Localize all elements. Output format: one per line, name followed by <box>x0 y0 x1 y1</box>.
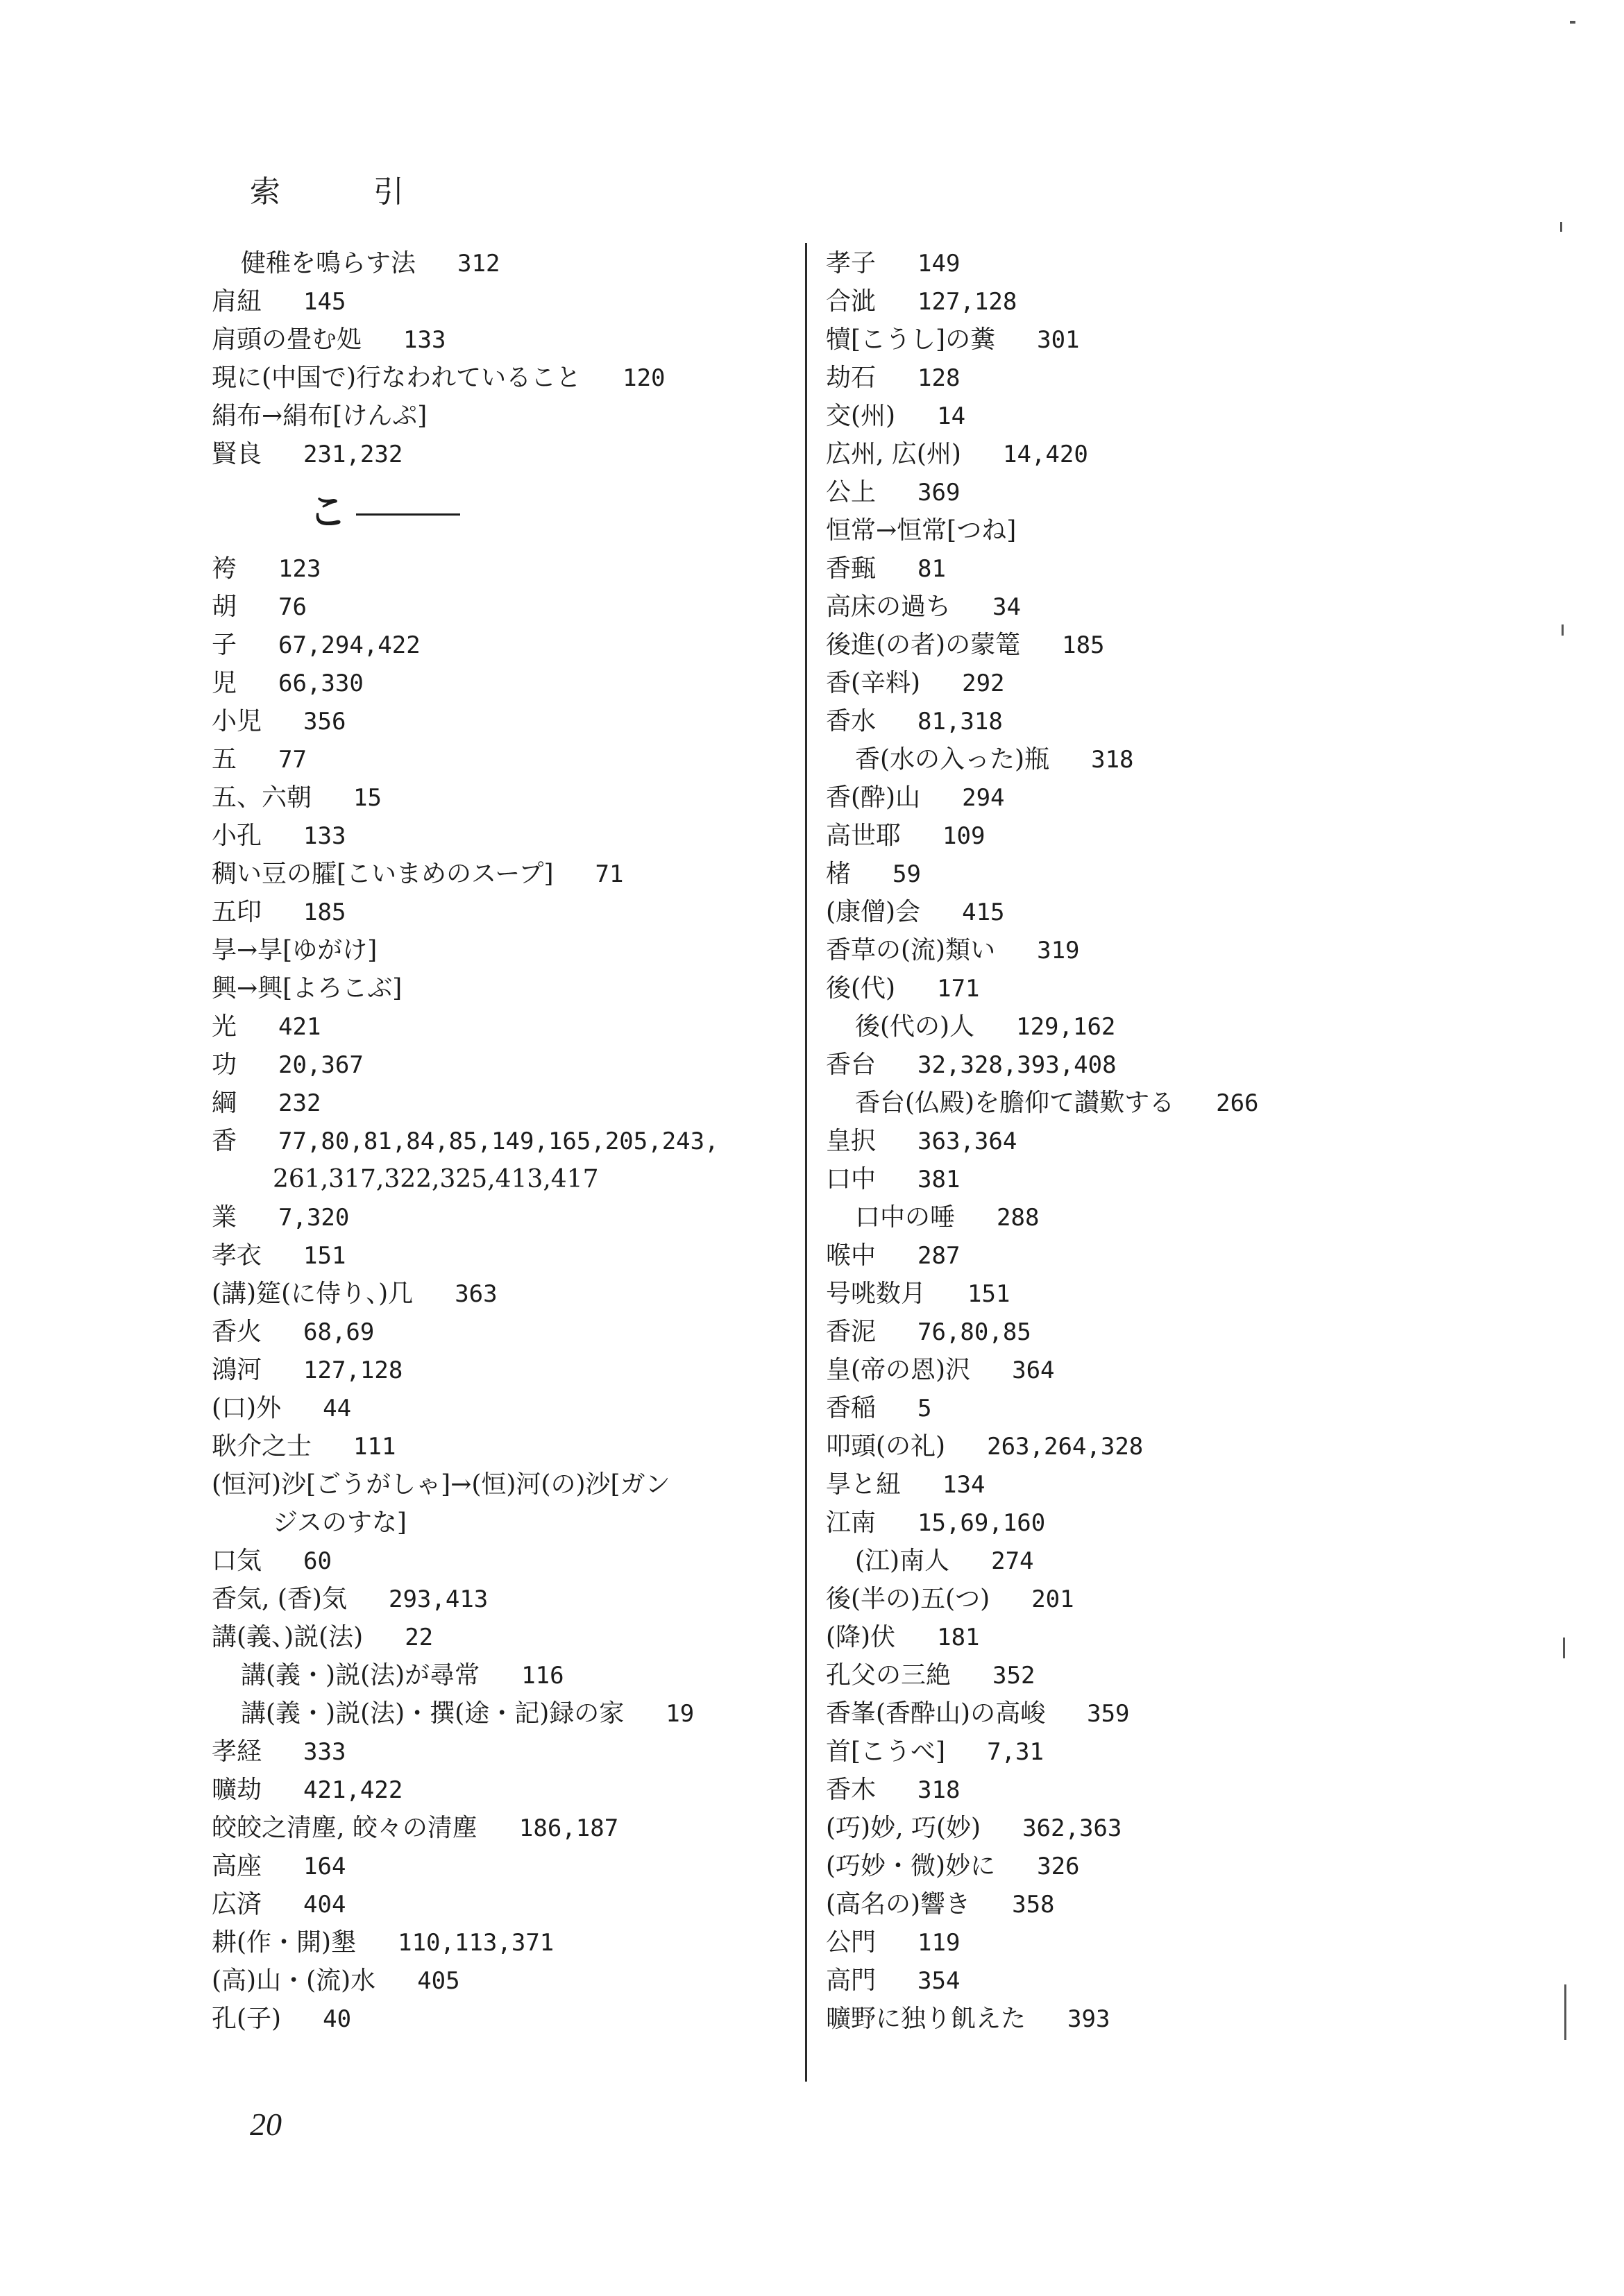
index-entry <box>212 1313 781 1351</box>
index-term: 綱 <box>212 1089 237 1117</box>
index-pages: 369 <box>917 479 961 507</box>
index-entry <box>826 397 1450 435</box>
index-entry <box>212 1885 781 1923</box>
index-pages: 5 <box>917 1395 932 1422</box>
index-entry <box>212 588 781 626</box>
index-entry <box>826 435 1450 473</box>
index-pages: 405 <box>417 1967 460 1995</box>
index-pages: 110,113,371 <box>398 1929 555 1957</box>
index-term: 香台 <box>826 1051 877 1079</box>
index-entry <box>826 1351 1450 1389</box>
index-term: 講(義、)説(法) <box>212 1623 364 1651</box>
index-term: 光 <box>212 1012 237 1041</box>
index-entry <box>212 1542 781 1580</box>
column-divider <box>805 243 807 2082</box>
index-entry <box>212 1198 781 1236</box>
index-pages: 186,187 <box>518 1814 619 1842</box>
index-pages: 393 <box>1067 2005 1110 2033</box>
index-pages: 421 <box>278 1013 321 1041</box>
index-term: 孔父の三絶 <box>826 1661 951 1690</box>
index-pages: 19 <box>666 1700 695 1728</box>
index-entry <box>212 779 781 817</box>
index-entry <box>826 702 1450 740</box>
index-pages: 127,128 <box>917 288 1017 316</box>
index-entry <box>826 817 1450 855</box>
index-pages: 20,367 <box>278 1051 364 1079</box>
index-pages: 127,128 <box>303 1357 403 1384</box>
index-pages: 109 <box>942 822 986 850</box>
index-entry <box>212 282 781 321</box>
index-entry <box>212 1160 781 1198</box>
index-pages: 362,363 <box>1022 1814 1122 1842</box>
index-entry <box>212 664 781 702</box>
index-term: 後(半の)五(つ) <box>826 1585 990 1613</box>
index-entry <box>826 1236 1450 1275</box>
index-term: 小孔 <box>212 822 262 850</box>
index-entry <box>826 1733 1450 1771</box>
index-pages: 421,422 <box>303 1776 403 1804</box>
index-pages: 151 <box>303 1242 346 1270</box>
index-entry <box>212 702 781 740</box>
index-entry <box>212 1236 781 1275</box>
index-pages: 333 <box>303 1738 346 1766</box>
index-term: 犢[こうし]の糞 <box>826 325 996 354</box>
index-pages: 14 <box>937 402 966 430</box>
index-pages: 68,69 <box>303 1318 375 1346</box>
index-term: 喉中 <box>826 1241 877 1270</box>
index-term: 香(酔)山 <box>826 783 921 812</box>
index-pages: 231,232 <box>303 441 403 468</box>
scan-mark <box>1560 222 1562 232</box>
index-term: 261,317,322,325,413,417 <box>273 1165 599 1193</box>
index-term: 後進(の者)の蒙篭 <box>826 631 1021 659</box>
index-term: 広済 <box>212 1890 262 1919</box>
index-pages: 7,31 <box>987 1738 1044 1766</box>
index-term: 孝衣 <box>212 1241 262 1270</box>
index-term: (康僧)会 <box>826 898 921 926</box>
index-pages: 76,80,85 <box>917 1318 1031 1346</box>
index-entry <box>212 1007 781 1046</box>
index-pages: 287 <box>917 1242 961 1270</box>
index-term: 香(水の入った)瓶 <box>855 745 1050 774</box>
index-entry <box>826 511 1450 550</box>
section-heading <box>212 473 781 550</box>
index-term: 高世耶 <box>826 822 902 850</box>
index-pages: 354 <box>917 1967 961 1995</box>
index-pages: 15 <box>353 784 382 812</box>
index-pages: 145 <box>303 288 346 316</box>
index-column-right <box>826 244 1450 2038</box>
index-term: 五印 <box>212 898 262 926</box>
index-entry <box>826 626 1450 664</box>
index-term: 肩頭の畳む処 <box>212 325 362 354</box>
index-entry <box>212 1389 781 1427</box>
scan-mark <box>1564 1984 1566 2040</box>
index-entry <box>826 1465 1450 1504</box>
index-entry <box>826 550 1450 588</box>
index-entry <box>826 1847 1450 1885</box>
index-entry <box>826 779 1450 817</box>
index-pages: 149 <box>917 250 961 278</box>
index-term: (巧)妙, 巧(妙) <box>826 1814 981 1842</box>
section-heading-rule <box>356 513 460 516</box>
index-term: 講(義・)説(法)・撰(途・記)録の家 <box>241 1699 625 1728</box>
index-pages: 356 <box>303 708 346 735</box>
index-term: 五、六朝 <box>212 783 312 812</box>
index-entry <box>212 550 781 588</box>
index-term: 香峯(香酔山)の高峻 <box>826 1699 1046 1728</box>
index-entry <box>826 1542 1450 1580</box>
index-entry <box>826 1046 1450 1084</box>
index-pages: 381 <box>917 1166 961 1193</box>
index-entry <box>826 244 1450 282</box>
index-term: (講)筵(に侍り、)几 <box>212 1279 414 1308</box>
index-entry <box>212 1580 781 1618</box>
index-entry <box>826 1618 1450 1656</box>
index-entry <box>212 1694 781 1733</box>
index-pages: 415 <box>962 899 1005 926</box>
index-term: 香木 <box>826 1776 877 1804</box>
index-pages: 77 <box>278 746 307 774</box>
index-term: 香火 <box>212 1318 262 1346</box>
index-pages: 364 <box>1012 1357 1055 1384</box>
index-entry <box>212 1771 781 1809</box>
index-term: (降)伏 <box>826 1623 896 1651</box>
index-entry <box>826 1885 1450 1923</box>
index-term: 鴻河 <box>212 1356 262 1384</box>
index-term: 後(代の)人 <box>855 1012 975 1041</box>
index-entry <box>212 1733 781 1771</box>
index-pages: 363 <box>455 1280 498 1308</box>
index-pages: 81,318 <box>917 708 1003 735</box>
index-entry <box>826 1504 1450 1542</box>
index-term: 現に(中国で)行なわれていること <box>212 364 582 392</box>
index-term: 香甀 <box>826 554 877 583</box>
index-pages: 59 <box>893 860 921 888</box>
index-pages: 288 <box>997 1204 1040 1232</box>
index-pages: 294 <box>962 784 1005 812</box>
index-entry <box>826 1084 1450 1122</box>
index-term: 高座 <box>212 1852 262 1880</box>
index-term: (口)外 <box>212 1394 282 1422</box>
index-pages: 67,294,422 <box>278 631 421 659</box>
index-term: 号咷数月 <box>826 1279 927 1308</box>
index-pages: 171 <box>937 975 980 1003</box>
index-pages: 319 <box>1037 937 1080 964</box>
index-term: 皇(帝の恩)沢 <box>826 1356 971 1384</box>
index-entry <box>826 1389 1450 1427</box>
index-pages: 358 <box>1012 1891 1055 1919</box>
index-entry <box>212 1809 781 1847</box>
index-term: 恒常→恒常[つね] <box>826 516 1017 545</box>
index-term: 絹布→絹布[けんぷ] <box>212 402 428 430</box>
index-term: 功 <box>212 1051 237 1079</box>
index-pages: 201 <box>1031 1585 1074 1613</box>
index-pages: 15,69,160 <box>917 1509 1046 1537</box>
index-term: 香稲 <box>826 1394 877 1422</box>
index-entry <box>826 1656 1450 1694</box>
index-term: (恒河)沙[ごうがしゃ]→(恒)河(の)沙[ガン <box>212 1470 670 1499</box>
index-term: 合泚 <box>826 287 877 316</box>
scan-mark <box>1563 1638 1565 1658</box>
index-pages: 14,420 <box>1002 441 1088 468</box>
index-term: 賢良 <box>212 440 262 468</box>
index-pages: 352 <box>992 1662 1035 1690</box>
index-entry <box>826 1275 1450 1313</box>
index-pages: 266 <box>1216 1089 1259 1117</box>
index-pages: 185 <box>1062 631 1105 659</box>
index-term: 香水 <box>826 707 877 735</box>
index-entry <box>212 1962 781 2000</box>
index-entry <box>212 1923 781 1962</box>
index-pages: 7,320 <box>278 1204 350 1232</box>
index-entry <box>212 893 781 931</box>
index-pages: 71 <box>595 860 624 888</box>
index-entry <box>212 1504 781 1542</box>
index-term: 公上 <box>826 478 877 507</box>
index-entry <box>826 664 1450 702</box>
index-column-left <box>212 244 781 2038</box>
index-term: 曠野に独り飢えた <box>826 2005 1026 2033</box>
index-pages: 116 <box>521 1662 564 1690</box>
index-term: 興→興[よろこぶ] <box>212 974 403 1003</box>
index-term: 曠劫 <box>212 1776 262 1804</box>
index-pages: 151 <box>967 1280 1010 1308</box>
index-term: 耕(作・開)墾 <box>212 1928 357 1957</box>
index-entry <box>826 2000 1450 2038</box>
index-term: 㫗→㫗[ゆがけ] <box>212 936 378 964</box>
index-pages: 34 <box>992 593 1021 621</box>
index-term: 講(義・)説(法)が尋常 <box>241 1661 480 1690</box>
index-term: 五 <box>212 745 237 774</box>
index-term: 胡 <box>212 593 237 621</box>
page-number: 20 <box>250 2107 282 2142</box>
index-pages: 133 <box>403 326 446 354</box>
index-entry <box>212 1847 781 1885</box>
index-term: 香草の(流)類い <box>826 936 996 964</box>
index-term: 皎皎之清塵, 皎々の清塵 <box>212 1814 477 1842</box>
index-entry <box>826 1809 1450 1847</box>
index-entry <box>212 969 781 1007</box>
index-pages: 326 <box>1037 1853 1080 1880</box>
index-entry <box>212 1351 781 1389</box>
index-term: 交(州) <box>826 402 896 430</box>
index-entry <box>826 855 1450 893</box>
index-term: (江)南人 <box>855 1547 950 1575</box>
index-pages: 22 <box>405 1624 434 1651</box>
index-pages: 81 <box>917 555 946 583</box>
index-pages: 318 <box>1091 746 1134 774</box>
index-pages: 133 <box>303 822 346 850</box>
index-term: 口中の唾 <box>855 1203 956 1232</box>
index-term: ジスのすな] <box>273 1508 407 1537</box>
index-entry <box>212 1427 781 1465</box>
index-pages: 181 <box>937 1624 980 1651</box>
index-term: 耿介之士 <box>212 1432 312 1461</box>
index-entry <box>826 1694 1450 1733</box>
index-pages: 404 <box>303 1891 346 1919</box>
index-entry <box>212 1656 781 1694</box>
index-term: 㫗と紐 <box>826 1470 902 1499</box>
index-pages: 76 <box>278 593 307 621</box>
index-term: 口中 <box>826 1165 877 1193</box>
index-pages: 77,80,81,84,85,149,165,205,243, <box>278 1128 719 1155</box>
index-pages: 301 <box>1037 326 1080 354</box>
index-term: 広州, 広(州) <box>826 440 961 468</box>
index-term: 口気 <box>212 1547 262 1575</box>
page-header: 索 引 <box>250 174 446 210</box>
index-pages: 232 <box>278 1089 321 1117</box>
index-entry <box>212 855 781 893</box>
index-term: 江南 <box>826 1508 877 1537</box>
index-term: 高門 <box>826 1966 877 1995</box>
index-entry <box>826 282 1450 321</box>
index-term: 劫石 <box>826 364 877 392</box>
index-term: 後(代) <box>826 974 896 1003</box>
index-pages: 44 <box>323 1395 352 1422</box>
index-term: (高名の)響き <box>826 1890 971 1919</box>
index-term: 高床の過ち <box>826 593 951 621</box>
index-entry <box>826 1160 1450 1198</box>
index-pages: 312 <box>457 250 500 278</box>
index-entry <box>212 397 781 435</box>
index-entry <box>826 1923 1450 1962</box>
index-pages: 111 <box>353 1433 396 1461</box>
scan-mark <box>1570 21 1575 24</box>
index-term: 袴 <box>212 554 237 583</box>
index-term: (巧妙・微)妙に <box>826 1852 996 1880</box>
index-pages: 263,264,328 <box>987 1433 1144 1461</box>
index-pages: 318 <box>917 1776 961 1804</box>
index-pages: 128 <box>917 364 961 392</box>
index-pages: 185 <box>303 899 346 926</box>
index-pages: 134 <box>942 1471 986 1499</box>
index-pages: 129,162 <box>1016 1013 1116 1041</box>
index-entry <box>212 740 781 779</box>
index-pages: 66,330 <box>278 670 364 697</box>
index-entry <box>212 244 781 282</box>
index-term: 業 <box>212 1203 237 1232</box>
index-entry <box>212 1084 781 1122</box>
index-entry <box>212 817 781 855</box>
index-pages: 274 <box>991 1547 1034 1575</box>
index-entry <box>826 473 1450 511</box>
index-term: 健稚を鳴らす法 <box>241 249 416 278</box>
index-entry <box>826 1427 1450 1465</box>
index-entry <box>212 1122 781 1160</box>
index-pages: 119 <box>917 1929 961 1957</box>
index-entry <box>212 1618 781 1656</box>
index-entry <box>212 359 781 397</box>
index-pages: 120 <box>623 364 666 392</box>
index-pages: 40 <box>323 2005 352 2033</box>
index-term: 孝子 <box>826 249 877 278</box>
index-entry <box>212 931 781 969</box>
scan-mark <box>1562 624 1564 636</box>
index-pages: 359 <box>1087 1700 1130 1728</box>
index-term: 児 <box>212 669 237 697</box>
index-term: 香(辛料) <box>826 669 921 697</box>
index-pages: 292 <box>962 670 1005 697</box>
index-pages: 32,328,393,408 <box>917 1051 1117 1079</box>
index-term: 香気, (香)気 <box>212 1585 347 1613</box>
index-term: 楮 <box>826 860 852 888</box>
index-term: 香台(仏殿)を膽仰て讃歎する <box>855 1089 1175 1117</box>
section-heading-label: こ <box>309 489 346 534</box>
index-entry <box>826 1962 1450 2000</box>
index-entry <box>826 359 1450 397</box>
index-term: 皇択 <box>826 1127 877 1155</box>
index-entry <box>826 1771 1450 1809</box>
index-entry <box>826 893 1450 931</box>
index-entry <box>212 2000 781 2038</box>
index-term: 首[こうべ] <box>826 1737 946 1766</box>
index-term: 小児 <box>212 707 262 735</box>
index-entry <box>212 1046 781 1084</box>
index-term: 叩頭(の礼) <box>826 1432 946 1461</box>
index-term: 香泥 <box>826 1318 877 1346</box>
index-term: 孔(子) <box>212 2005 282 2033</box>
index-entry <box>212 626 781 664</box>
index-entry <box>826 588 1450 626</box>
index-pages: 293,413 <box>388 1585 489 1613</box>
index-term: 公門 <box>826 1928 877 1957</box>
index-entry <box>212 321 781 359</box>
index-entry <box>826 1313 1450 1351</box>
index-entry <box>826 1580 1450 1618</box>
index-term: (高)山・(流)水 <box>212 1966 376 1995</box>
index-entry <box>826 931 1450 969</box>
index-term: 稠い豆の臛[こいまめのスープ] <box>212 860 554 888</box>
index-term: 子 <box>212 631 237 659</box>
index-entry <box>826 1198 1450 1236</box>
index-entry <box>826 740 1450 779</box>
index-entry <box>826 1007 1450 1046</box>
index-entry <box>826 1122 1450 1160</box>
index-term: 孝経 <box>212 1737 262 1766</box>
index-pages: 60 <box>303 1547 332 1575</box>
index-pages: 123 <box>278 555 321 583</box>
index-entry <box>826 969 1450 1007</box>
index-term: 香 <box>212 1127 237 1155</box>
index-entry <box>212 435 781 473</box>
index-entry <box>826 321 1450 359</box>
index-entry <box>212 1275 781 1313</box>
index-entry <box>212 1465 781 1504</box>
index-pages: 363,364 <box>917 1128 1017 1155</box>
index-term: 肩紐 <box>212 287 262 316</box>
index-pages: 164 <box>303 1853 346 1880</box>
